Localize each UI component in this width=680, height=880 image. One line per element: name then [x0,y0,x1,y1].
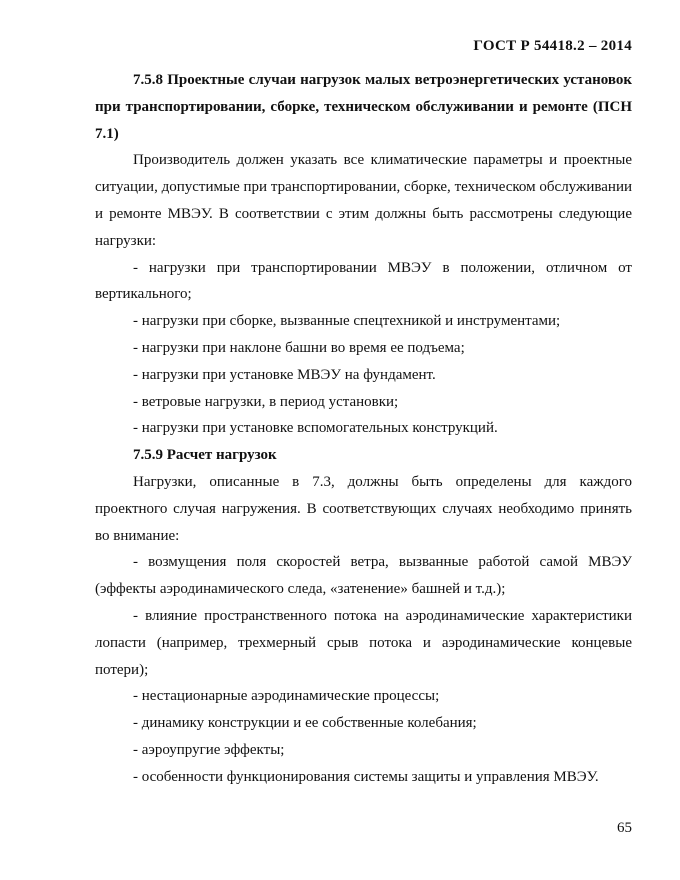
list-item: - особенности функционирования системы защиты и управления МВЭУ. [133,768,599,785]
document-code: ГОСТ Р 54418.2 – 2014 [473,38,632,54]
list-item: - нестационарные аэродинамические процессы; [133,688,440,705]
section-heading-7-5-9: 7.5.9 Расчет нагрузок [133,447,277,464]
section-intro-7-5-8: Производитель должен указать все климатические параметры и проектные ситуации, допустимые при транспортировании, сборке, техническом обслуживании и ремонте МВЭУ. В соответствии с этим должны быть рассмотрены следующие нагрузки: [95,152,632,249]
list-item: - ветровые нагрузки, в период установки; [133,393,399,410]
list-item: - нагрузки при установке МВЭУ на фундамент. [133,366,436,383]
section-heading-7-5-8: 7.5.8 Проектные случаи нагрузок малых ветроэнергетических установок при транспортировании, сборке, техническом обслуживании и ремонте (ПСН 7.1) [95,72,632,142]
section-intro-7-5-9: Нагрузки, описанные в 7.3, должны быть определены для каждого проектного случая нагружения. В соответствующих случаях необходимо принять во внимание: [95,473,632,544]
list-item: - возмущения поля скоростей ветра, вызванные работой самой МВЭУ (эффекты аэродинамического следа, «затенение» башней и т.д.); [95,554,632,598]
list-item: - нагрузки при установке вспомогательных конструкций. [133,420,498,437]
list-item: - нагрузки при транспортировании МВЭУ в положении, отличном от вертикального; [95,259,632,303]
list-item: - динамику конструкции и ее собственные колебания; [133,715,477,732]
list-item: - влияние пространственного потока на аэродинамические характеристики лопасти (например, трехмерный срыв потока и аэродинамические концевые потери); [95,607,632,678]
list-item: - нагрузки при сборке, вызванные спецтехникой и инструментами; [133,313,561,330]
list-item: - аэроупругие эффекты; [133,741,285,758]
list-item: - нагрузки при наклоне башни во время ее подъема; [133,339,465,356]
page-number: 65 [617,820,632,836]
document-body [95,67,632,791]
